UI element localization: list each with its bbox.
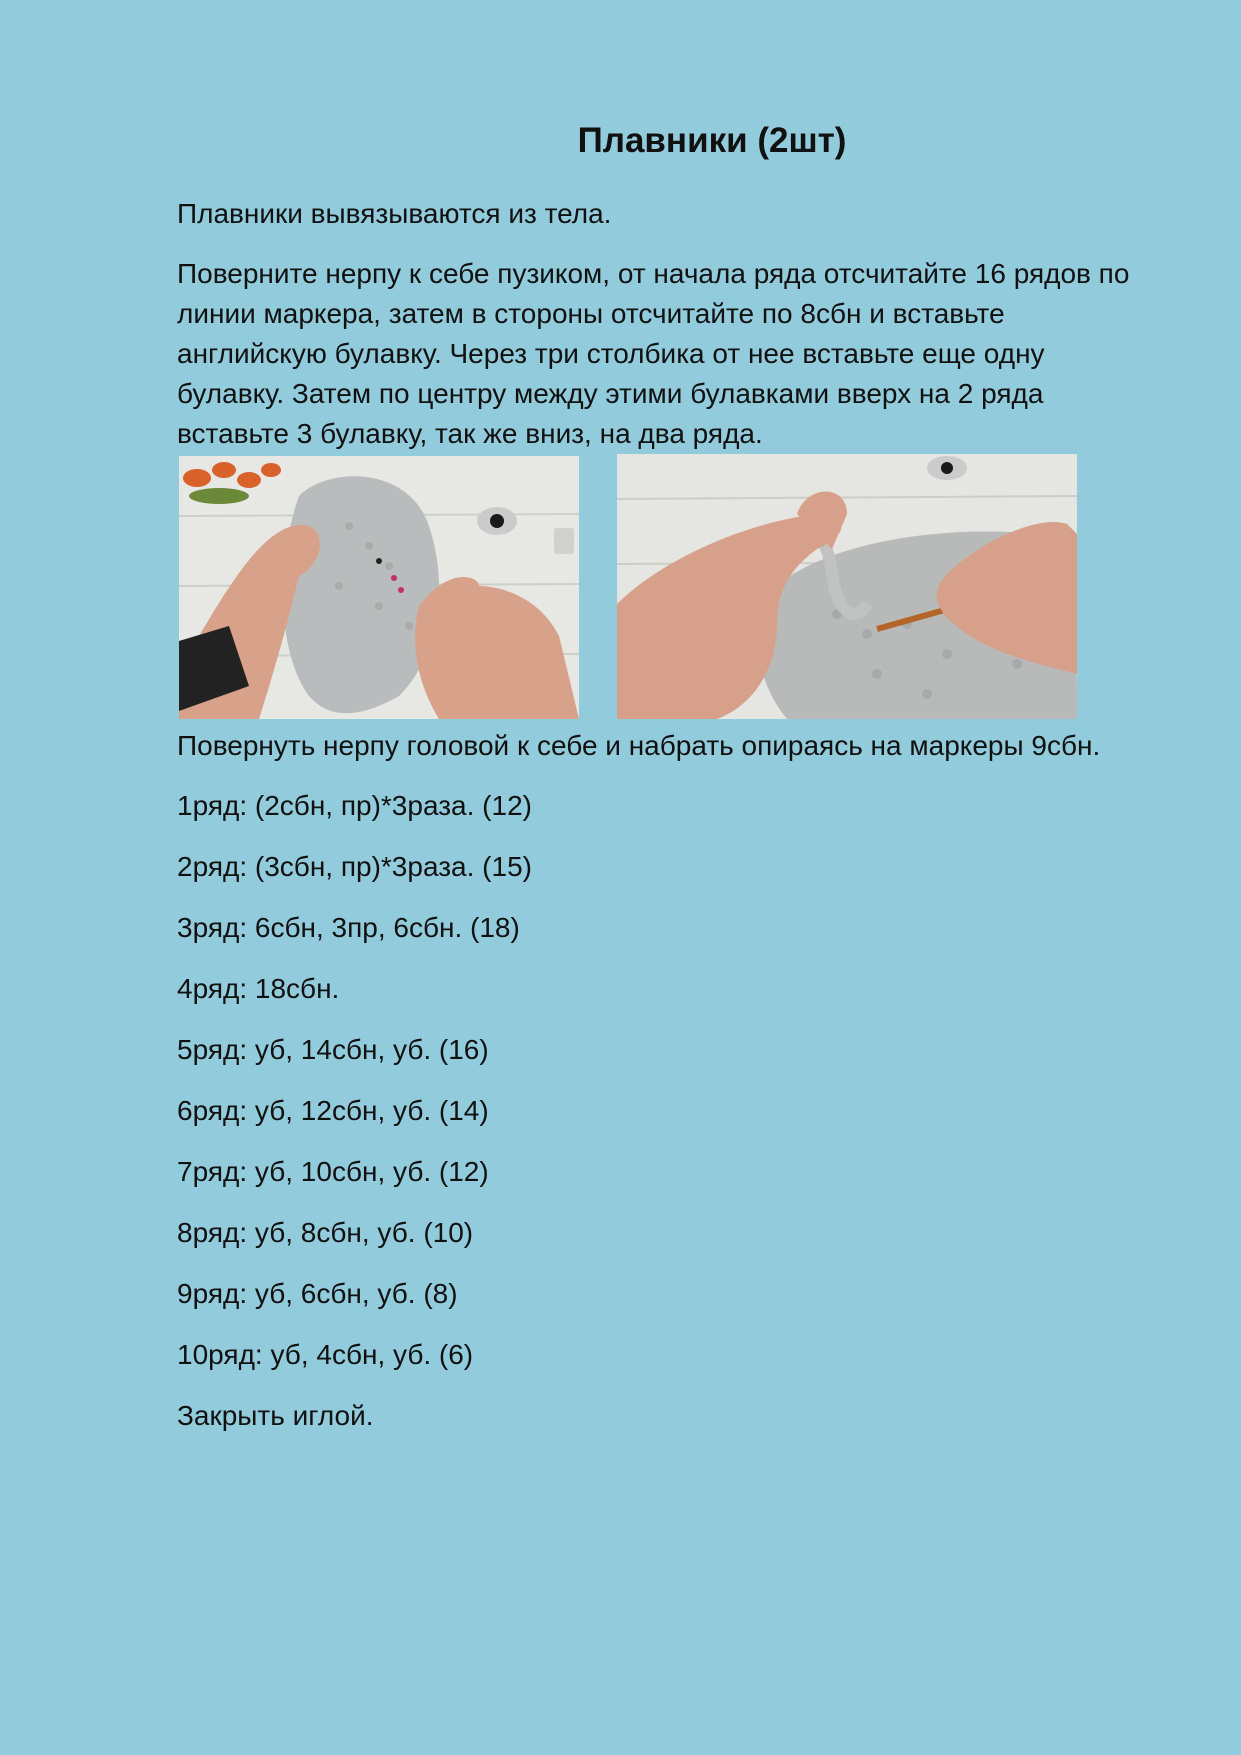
photo-crochet-hook-image xyxy=(617,454,1077,719)
list-item: 6ряд: уб, 12сбн, уб. (14) xyxy=(177,1095,489,1126)
document-page xyxy=(177,120,1147,1457)
list-item: 8ряд: уб, 8сбн, уб. (10) xyxy=(177,1217,474,1248)
list-item: 9ряд: уб, 6сбн, уб. (8) xyxy=(177,1278,458,1309)
closing-line: Закрыть иглой. xyxy=(177,1400,374,1431)
photo-crochet-hook xyxy=(617,454,1077,719)
row-list xyxy=(177,786,1147,1457)
instruction-paragraph: Поверните нерпу к себе пузиком, от начала ряда отсчитайте 16 рядов по линии маркера, затем в стороны отсчитайте по 8сбн и вставьте английскую булавку. Через три столбика от нее вставьте еще одну булавку. Затем по центру между этими булавками вверх на 2 ряда вставьте 3 булавку, так же вниз, на два ряда. xyxy=(177,258,1130,449)
list-item: 4ряд: 18сбн. xyxy=(177,973,340,1004)
photo-seal-pins xyxy=(179,456,579,719)
intro-paragraph: Плавники вывязываются из тела. xyxy=(177,198,612,229)
photo-row xyxy=(177,456,1147,722)
list-item: 5ряд: уб, 14сбн, уб. (16) xyxy=(177,1034,489,1065)
page-title: Плавники (2шт) xyxy=(577,121,847,160)
list-item: 10ряд: уб, 4сбн, уб. (6) xyxy=(177,1339,474,1370)
photo-seal-pins-image xyxy=(179,456,579,719)
list-item: 7ряд: уб, 10сбн, уб. (12) xyxy=(177,1156,489,1187)
list-item: 1ряд: (2сбн, пр)*3раза. (12) xyxy=(177,790,532,821)
list-item: 2ряд: (3сбн, пр)*3раза. (15) xyxy=(177,851,532,882)
after-photos-paragraph: Повернуть нерпу головой к себе и набрать опираясь на маркеры 9сбн. xyxy=(177,730,1101,761)
list-item: 3ряд: 6сбн, 3пр, 6сбн. (18) xyxy=(177,912,520,943)
